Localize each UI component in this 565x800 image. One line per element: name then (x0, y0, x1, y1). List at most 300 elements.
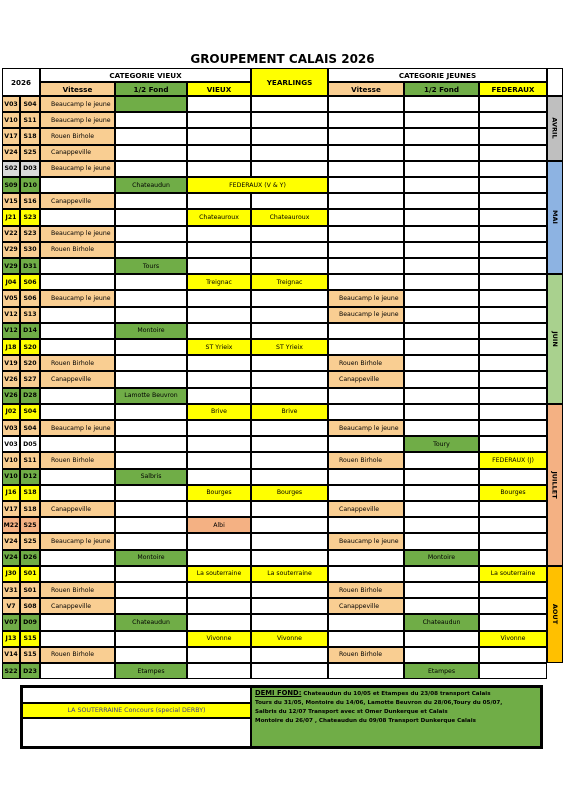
week-day-start: M22 (2, 517, 20, 533)
week-day-end: D23 (20, 663, 40, 679)
race-cell: Beaucamp le jeune (40, 161, 115, 177)
race-cell (187, 193, 251, 209)
race-cell: Bourges (251, 485, 328, 501)
race-cell (404, 533, 479, 549)
race-cell (40, 274, 115, 290)
race-cell (251, 371, 328, 387)
race-cell (328, 226, 404, 242)
race-cell (328, 128, 404, 144)
race-cell (251, 355, 328, 371)
race-cell (251, 96, 328, 112)
race-cell (404, 452, 479, 468)
race-cell (115, 290, 187, 306)
race-cell: La souterraine (251, 566, 328, 582)
week-day-end: S06 (20, 290, 40, 306)
race-cell (115, 501, 187, 517)
race-cell (328, 388, 404, 404)
race-cell (251, 161, 328, 177)
race-cell (479, 469, 547, 485)
race-cell: Beaucamp le jeune (40, 533, 115, 549)
race-cell: Treignac (187, 274, 251, 290)
race-cell (115, 404, 187, 420)
race-cell (328, 436, 404, 452)
week-day-start: V29 (2, 258, 20, 274)
race-cell (251, 323, 328, 339)
race-cell (187, 469, 251, 485)
month-name: AOUT (551, 604, 559, 625)
race-cell (187, 582, 251, 598)
race-cell (187, 258, 251, 274)
race-cell (328, 550, 404, 566)
race-cell: Montoire (115, 550, 187, 566)
race-cell (187, 436, 251, 452)
race-cell (187, 598, 251, 614)
month-label-aout (547, 566, 563, 663)
week-day-start: J16 (2, 485, 20, 501)
demi-fond-heading: DEMI FOND: (255, 689, 302, 697)
race-cell (404, 307, 479, 323)
race-cell (40, 404, 115, 420)
race-cell (479, 258, 547, 274)
week-day-start: V07 (2, 614, 20, 630)
week-day-end: D14 (20, 323, 40, 339)
week-day-start: J13 (2, 631, 20, 647)
race-cell (251, 226, 328, 242)
race-cell: ST Yrieix (187, 339, 251, 355)
spare-header (547, 68, 563, 96)
race-cell (479, 96, 547, 112)
race-cell (187, 663, 251, 679)
race-cell (115, 242, 187, 258)
week-day-end: S01 (20, 582, 40, 598)
week-day-end: D26 (20, 550, 40, 566)
week-day-end: S11 (20, 112, 40, 128)
race-cell (328, 469, 404, 485)
cat-vieux-header: CATEGORIE VIEUX (40, 68, 251, 82)
month-label-juin (547, 274, 563, 404)
week-day-end: S23 (20, 226, 40, 242)
race-cell: Canappeville (40, 598, 115, 614)
vieux-header: VIEUX (187, 82, 251, 96)
demi-fond-line: Tours du 31/05, Montoire du 14/06, Lamotte Beuvron du 28/06,Toury du 05/07, (255, 700, 503, 706)
race-cell (187, 614, 251, 630)
race-cell (187, 501, 251, 517)
demi-fond-line: Montoire du 26/07 , Chateaudun du 09/08 Transport Dunkerque Calais (255, 718, 476, 724)
race-cell: Canappeville (40, 193, 115, 209)
race-cell (251, 436, 328, 452)
race-cell (115, 128, 187, 144)
race-cell (187, 128, 251, 144)
race-cell (404, 404, 479, 420)
month-label-avril (547, 96, 563, 161)
week-day-end: D31 (20, 258, 40, 274)
race-cell (328, 517, 404, 533)
race-cell: Canappeville (40, 501, 115, 517)
race-cell (115, 226, 187, 242)
week-day-start: V24 (2, 550, 20, 566)
week-day-start: V12 (2, 307, 20, 323)
race-cell (479, 647, 547, 663)
race-cell (40, 339, 115, 355)
week-day-start: S09 (2, 177, 20, 193)
race-cell (187, 550, 251, 566)
race-cell: Vivonne (251, 631, 328, 647)
race-cell (115, 161, 187, 177)
race-cell (187, 371, 251, 387)
race-cell (404, 209, 479, 225)
race-cell (115, 355, 187, 371)
week-day-start: J02 (2, 404, 20, 420)
race-cell (404, 371, 479, 387)
week-day-end: S20 (20, 339, 40, 355)
race-cell (479, 307, 547, 323)
race-cell (40, 177, 115, 193)
race-cell: Canappeville (328, 598, 404, 614)
race-cell (328, 193, 404, 209)
race-cell (328, 274, 404, 290)
week-day-start: V22 (2, 226, 20, 242)
race-cell (479, 355, 547, 371)
race-cell (479, 339, 547, 355)
demi-fond-header: 1/2 Fond (115, 82, 187, 96)
race-cell (115, 371, 187, 387)
race-cell (404, 177, 479, 193)
race-cell (115, 631, 187, 647)
race-cell: Rouen Birhole (40, 355, 115, 371)
race-cell: Montoire (115, 323, 187, 339)
vitesse-header: Vitesse (40, 82, 115, 96)
race-cell (328, 177, 404, 193)
race-cell (251, 614, 328, 630)
week-day-end: S18 (20, 501, 40, 517)
month-name: MAI (550, 210, 559, 225)
week-day-end: D12 (20, 469, 40, 485)
legend-empty-cell (22, 687, 251, 703)
race-cell: Beaucamp le jeune (328, 420, 404, 436)
race-cell (404, 323, 479, 339)
week-day-start: V15 (2, 193, 20, 209)
race-cell: Tours (115, 258, 187, 274)
race-cell: Beaucamp le jeune (328, 533, 404, 549)
race-cell: Brive (251, 404, 328, 420)
week-day-end: S25 (20, 145, 40, 161)
legend-empty-cell (22, 718, 251, 747)
race-cell: Beaucamp le jeune (328, 307, 404, 323)
race-cell (328, 323, 404, 339)
race-cell (40, 566, 115, 582)
demi-fond-jeunes-header: 1/2 Fond (404, 82, 479, 96)
race-cell: Rouen Birhole (40, 582, 115, 598)
race-cell: Chateaudun (115, 177, 187, 193)
race-cell (251, 420, 328, 436)
race-cell (479, 550, 547, 566)
race-cell (479, 323, 547, 339)
race-cell (479, 274, 547, 290)
race-cell (40, 436, 115, 452)
race-cell (115, 598, 187, 614)
week-day-start: V17 (2, 501, 20, 517)
race-cell (479, 193, 547, 209)
race-cell: Albi (187, 517, 251, 533)
race-cell: Rouen Birhole (40, 242, 115, 258)
race-cell: Rouen Birhole (328, 452, 404, 468)
week-day-end: D10 (20, 177, 40, 193)
week-day-end: S25 (20, 533, 40, 549)
week-day-end: S06 (20, 274, 40, 290)
demi-fond-notes (251, 687, 541, 747)
race-cell (251, 258, 328, 274)
race-cell: Rouen Birhole (328, 582, 404, 598)
week-day-start: V03 (2, 96, 20, 112)
race-cell: Bourges (187, 485, 251, 501)
race-cell (40, 388, 115, 404)
race-cell (328, 161, 404, 177)
yearlings-header: YEARLINGS (251, 68, 328, 96)
race-cell: Canappeville (40, 145, 115, 161)
race-cell (479, 145, 547, 161)
demi-fond-line: Chateaudun du 10/05 et Etampes du 23/08 transport Calais (303, 691, 491, 697)
race-cell (40, 631, 115, 647)
race-cell (115, 274, 187, 290)
week-day-end: D03 (20, 161, 40, 177)
race-cell: ST Yrieix (251, 339, 328, 355)
race-cell (328, 339, 404, 355)
race-cell (251, 242, 328, 258)
race-cell: Canappeville (328, 501, 404, 517)
week-day-start: V03 (2, 420, 20, 436)
month-label-juillet (547, 404, 563, 566)
race-cell (115, 647, 187, 663)
race-cell: Rouen Birhole (40, 128, 115, 144)
race-cell: Beaucamp le jeune (328, 290, 404, 306)
race-cell (115, 307, 187, 323)
race-cell (328, 145, 404, 161)
race-cell (40, 209, 115, 225)
race-cell (404, 469, 479, 485)
race-cell (187, 96, 251, 112)
race-cell (404, 290, 479, 306)
race-cell: Lamotte Beuvron (115, 388, 187, 404)
week-day-start: J30 (2, 566, 20, 582)
week-day-end: S23 (20, 209, 40, 225)
race-cell (251, 517, 328, 533)
race-cell (115, 209, 187, 225)
race-cell (115, 339, 187, 355)
race-cell (479, 598, 547, 614)
race-cell (251, 388, 328, 404)
race-cell: Chateauroux (251, 209, 328, 225)
demi-fond-line: Salbris du 12/07 Transport avec st Omer Dunkerque et Calais (255, 709, 448, 715)
race-cell (479, 209, 547, 225)
race-cell (115, 582, 187, 598)
race-cell (404, 566, 479, 582)
race-cell (251, 582, 328, 598)
race-cell (251, 112, 328, 128)
race-cell (40, 517, 115, 533)
race-cell (479, 436, 547, 452)
race-cell (404, 647, 479, 663)
month-label-mai (547, 161, 563, 274)
week-day-end: D05 (20, 436, 40, 452)
race-cell (115, 145, 187, 161)
week-day-end: S15 (20, 647, 40, 663)
race-cell (479, 663, 547, 679)
race-cell (479, 614, 547, 630)
race-cell: La souterraine (479, 566, 547, 582)
week-day-end: S15 (20, 631, 40, 647)
race-cell (40, 307, 115, 323)
race-cell (328, 209, 404, 225)
race-cell: Brive (187, 404, 251, 420)
week-day-start: V05 (2, 290, 20, 306)
race-cell (479, 177, 547, 193)
week-day-end: S13 (20, 307, 40, 323)
week-day-end: S01 (20, 566, 40, 582)
race-cell (404, 501, 479, 517)
race-cell (479, 517, 547, 533)
week-day-end: S18 (20, 485, 40, 501)
race-cell: Salbris (115, 469, 187, 485)
race-cell: FEDERAUX (V & Y) (187, 177, 328, 193)
race-cell (404, 145, 479, 161)
race-cell (187, 161, 251, 177)
week-day-start: V03 (2, 436, 20, 452)
race-cell (40, 663, 115, 679)
week-day-start: J18 (2, 339, 20, 355)
race-cell: Toury (404, 436, 479, 452)
race-cell: Montoire (404, 550, 479, 566)
race-cell (479, 388, 547, 404)
race-cell: Canappeville (40, 371, 115, 387)
race-cell (404, 274, 479, 290)
race-cell: Beaucamp le jeune (40, 420, 115, 436)
race-cell (187, 647, 251, 663)
race-cell: Beaucamp le jeune (40, 290, 115, 306)
race-cell: Beaucamp le jeune (40, 226, 115, 242)
race-cell (328, 663, 404, 679)
month-name: JUILLET (551, 471, 559, 499)
week-day-start: V17 (2, 128, 20, 144)
race-cell (251, 307, 328, 323)
week-day-end: D09 (20, 614, 40, 630)
race-cell: Rouen Birhole (328, 647, 404, 663)
race-cell (187, 533, 251, 549)
race-cell (328, 96, 404, 112)
race-cell (187, 112, 251, 128)
race-cell (328, 566, 404, 582)
race-cell (187, 452, 251, 468)
race-cell (328, 631, 404, 647)
legend-box (20, 685, 543, 749)
race-cell (40, 614, 115, 630)
race-cell (251, 193, 328, 209)
race-cell (479, 290, 547, 306)
race-cell (404, 242, 479, 258)
race-cell: Etampes (115, 663, 187, 679)
race-cell (404, 128, 479, 144)
week-day-end: S08 (20, 598, 40, 614)
week-day-end: S18 (20, 128, 40, 144)
race-cell (328, 614, 404, 630)
race-cell: Beaucamp le jeune (40, 96, 115, 112)
week-day-end: D28 (20, 388, 40, 404)
race-cell (328, 404, 404, 420)
race-cell (404, 485, 479, 501)
week-day-start: V24 (2, 145, 20, 161)
legend-souterraine: LA SOUTERRAINE Concours (special DERBY) (22, 703, 251, 718)
race-cell (404, 339, 479, 355)
race-cell (404, 517, 479, 533)
race-cell (40, 258, 115, 274)
week-day-start: V14 (2, 647, 20, 663)
week-day-start: V19 (2, 355, 20, 371)
race-cell (187, 290, 251, 306)
year-header: 2026 (2, 68, 40, 96)
week-day-end: S25 (20, 517, 40, 533)
race-cell: Bourges (479, 485, 547, 501)
race-cell (251, 469, 328, 485)
race-cell (479, 242, 547, 258)
race-cell (479, 128, 547, 144)
race-cell (115, 533, 187, 549)
race-cell: Chateaudun (115, 614, 187, 630)
race-cell: Rouen Birhole (328, 355, 404, 371)
month-name: AVRIL (551, 117, 559, 139)
race-cell: Chateauroux (187, 209, 251, 225)
race-cell: Beaucamp le jeune (40, 112, 115, 128)
race-cell (187, 355, 251, 371)
week-day-end: S04 (20, 96, 40, 112)
race-cell (187, 323, 251, 339)
week-day-start: V10 (2, 452, 20, 468)
week-day-start: J04 (2, 274, 20, 290)
vitesse-jeunes-header: Vitesse (328, 82, 404, 96)
race-cell (115, 436, 187, 452)
race-cell (115, 420, 187, 436)
week-day-start: V24 (2, 533, 20, 549)
week-day-end: S20 (20, 355, 40, 371)
race-cell (115, 485, 187, 501)
race-cell: FEDERAUX (J) (479, 452, 547, 468)
race-cell: Rouen Birhole (40, 452, 115, 468)
race-cell (404, 631, 479, 647)
race-cell (479, 161, 547, 177)
week-day-end: S04 (20, 404, 40, 420)
race-cell (404, 355, 479, 371)
race-cell (115, 452, 187, 468)
race-cell: Chateaudun (404, 614, 479, 630)
week-day-start: V7 (2, 598, 20, 614)
race-cell: Vivonne (479, 631, 547, 647)
race-cell: Vivonne (187, 631, 251, 647)
race-cell (328, 258, 404, 274)
race-cell (40, 469, 115, 485)
race-cell (404, 96, 479, 112)
week-day-end: S16 (20, 193, 40, 209)
race-cell (187, 420, 251, 436)
race-cell (251, 647, 328, 663)
race-cell (328, 242, 404, 258)
race-cell (404, 193, 479, 209)
page-title: GROUPEMENT CALAIS 2026 (190, 52, 375, 66)
week-day-start: V26 (2, 388, 20, 404)
race-cell (404, 161, 479, 177)
race-cell (115, 96, 187, 112)
race-cell (251, 452, 328, 468)
race-cell (40, 323, 115, 339)
week-day-start: V31 (2, 582, 20, 598)
race-cell (115, 517, 187, 533)
